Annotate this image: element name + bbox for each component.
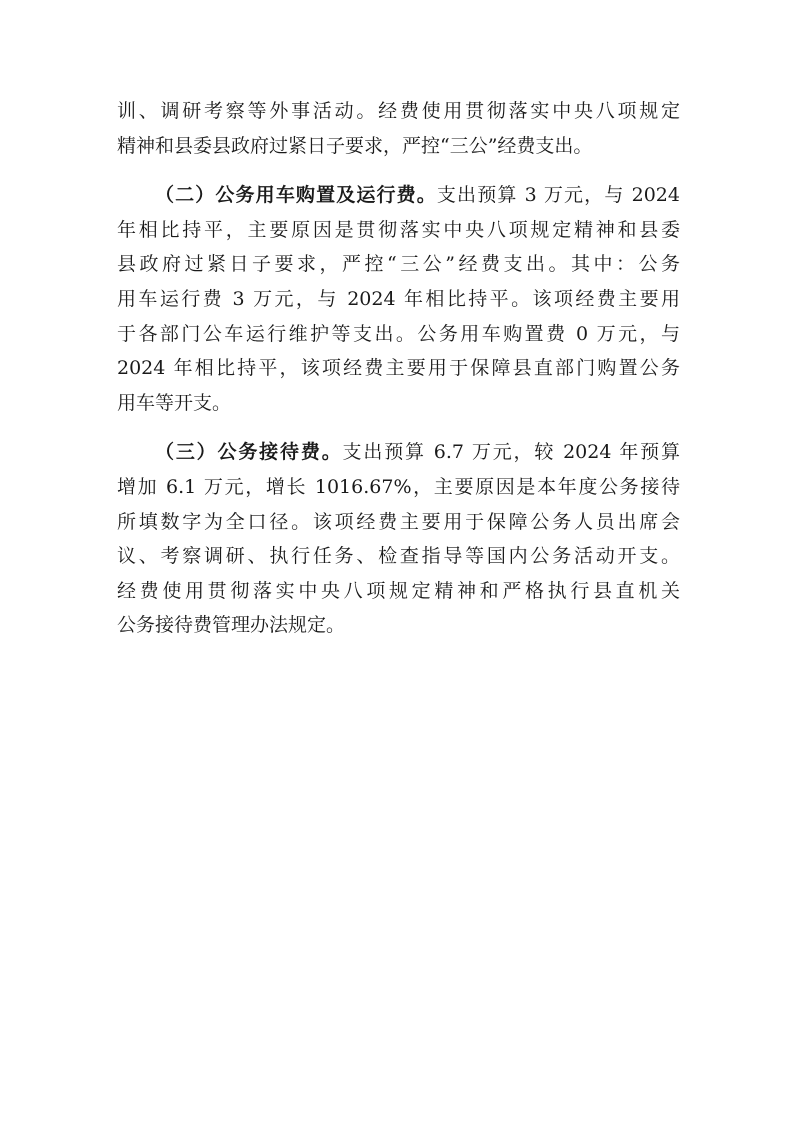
text-fragment: 支出预算 3 万元，与 2024 xyxy=(436,184,680,207)
section-heading-reception: （三）公务接待费。 xyxy=(155,441,343,464)
paragraph-foreign-affairs-continued xyxy=(117,94,680,163)
text-line: 公务接待费管理办法规定。 xyxy=(117,614,346,637)
text-line: 县政府过紧日子要求，严控“三公”经费支出。其中：公务 xyxy=(117,253,680,276)
text-line: 所填数字为全口径。该项经费主要用于保障公务人员出席会 xyxy=(117,510,680,533)
text-line: 增加 6.1 万元，增长 1016.67%，主要原因是本年度公务接待 xyxy=(117,475,680,498)
text-line: 用车等开支。 xyxy=(117,391,232,414)
text-line: 2024 年相比持平，该项经费主要用于保障县直部门购置公务 xyxy=(117,357,680,380)
text-line xyxy=(117,435,680,470)
text-line: 精神和县委县政府过紧日子要求，严控“三公”经费支出。 xyxy=(117,134,593,157)
paragraph-reception-expenses xyxy=(117,435,680,643)
text-line: 议、考察调研、执行任务、检查指导等国内公务活动开支。 xyxy=(117,545,680,568)
text-line: 训、调研考察等外事活动。经费使用贯彻落实中央八项规定 xyxy=(117,100,680,122)
document-page xyxy=(117,94,680,658)
text-fragment: 支出预算 6.7 万元，较 2024 年预算 xyxy=(342,441,680,464)
paragraph-vehicle-expenses xyxy=(117,178,680,420)
text-line xyxy=(117,178,680,213)
text-line: 年相比持平，主要原因是贯彻落实中央八项规定精神和县委 xyxy=(117,218,680,241)
section-heading-vehicle: （二）公务用车购置及运行费。 xyxy=(155,184,437,207)
text-line: 于各部门公车运行维护等支出。公务用车购置费 0 万元，与 xyxy=(117,322,680,345)
text-line: 经费使用贯彻落实中央八项规定精神和严格执行县直机关 xyxy=(117,579,680,602)
text-line: 用车运行费 3 万元，与 2024 年相比持平。该项经费主要用 xyxy=(117,287,680,310)
